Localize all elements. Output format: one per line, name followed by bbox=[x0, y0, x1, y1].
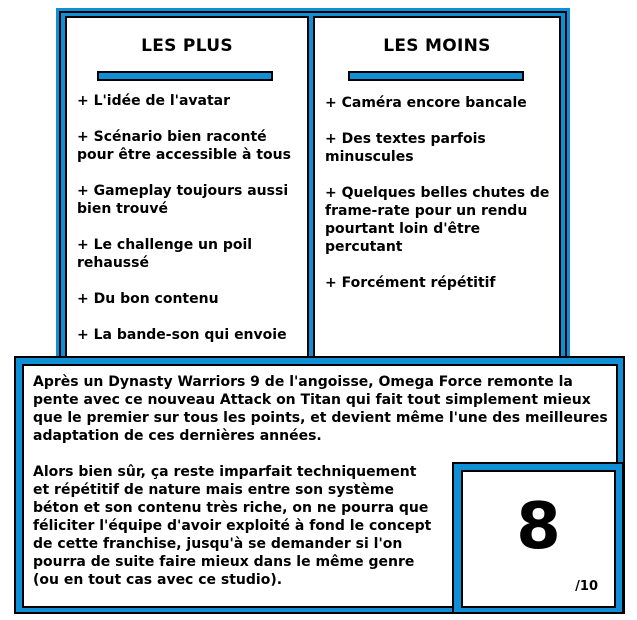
moins-title-underline bbox=[348, 71, 524, 81]
plus-item: + Gameplay toujours aussi bien trouvé bbox=[77, 183, 289, 217]
plus-item: + La bande-son qui envoie bbox=[77, 327, 287, 343]
plus-title-underline bbox=[97, 71, 273, 81]
plus-item: + L'idée de l'avatar bbox=[77, 93, 231, 109]
score-value: 8 bbox=[516, 490, 561, 564]
moins-item: + Forcément répétitif bbox=[325, 275, 496, 291]
plus-title: LES PLUS bbox=[141, 36, 233, 56]
moins-title: LES MOINS bbox=[383, 36, 491, 56]
plus-item: + Le challenge un poil rehaussé bbox=[77, 237, 253, 271]
moins-item: + Quelques belles chutes de frame-rate pour un rendu pourtant loin d'être percutant bbox=[325, 185, 550, 255]
score-box bbox=[461, 470, 616, 608]
moins-item: + Des textes parfois minuscules bbox=[325, 131, 486, 165]
score-scale: /10 bbox=[575, 579, 598, 594]
plus-list bbox=[77, 92, 299, 362]
verdict-paragraph-2: Alors bien sûr, ça reste imparfait techniquement et répétitif de nature mais entre son système béton et son contenu très riche, on ne pourra que féliciter l'équipe d'avoir exploité à fond le concept de cette franchise, jusqu'à se demander si l'on pourra de suite faire mieux dans le même genre (ou en tout cas avec ce studio). bbox=[33, 464, 432, 588]
moins-list bbox=[325, 94, 551, 310]
plus-column bbox=[65, 16, 309, 361]
plus-item: + Du bon contenu bbox=[77, 291, 219, 307]
moins-column bbox=[313, 16, 561, 361]
verdict-paragraph-1: Après un Dynasty Warriors 9 de l'angoisse, Omega Force remonte la pente avec ce nouveau Attack on Titan qui fait tout simplement mieux que le premier sur tous les points, et devient même l'une des meilleures adaptation de ces dernières années. bbox=[33, 374, 608, 444]
plus-item: + Scénario bien raconté pour être accessible à tous bbox=[77, 129, 291, 163]
moins-item: + Caméra encore bancale bbox=[325, 95, 527, 111]
